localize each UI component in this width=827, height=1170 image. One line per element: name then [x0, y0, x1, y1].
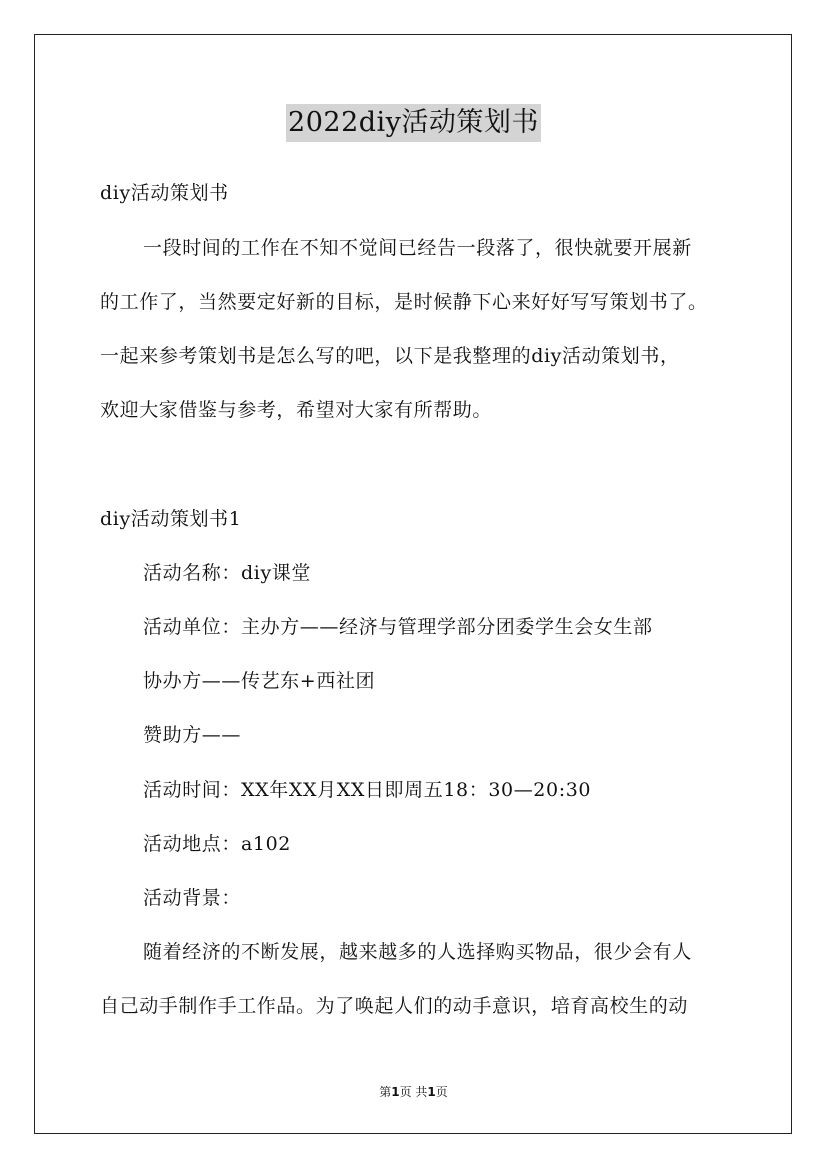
document-title: 2022diy活动策划书 [286, 104, 541, 142]
subtitle: diy活动策划书 [100, 182, 229, 204]
item-co-organizer: 协办方——传艺东+西社团 [143, 670, 376, 692]
footer-page-prefix: 第 [379, 1085, 392, 1099]
intro-line-4: 欢迎大家借鉴与参考，希望对大家有所帮助。 [100, 399, 493, 421]
footer-page-mid: 页 共 [399, 1085, 428, 1099]
background-line-1: 随着经济的不断发展，越来越多的人选择购买物品，很少会有人 [143, 941, 692, 963]
footer-page-total: 1 [427, 1085, 436, 1099]
item-activity-name: 活动名称：diy课堂 [143, 562, 311, 584]
background-line-2: 自己动手制作手工作品。为了唤起人们的动手意识，培育高校生的动 [100, 995, 689, 1017]
section-title: diy活动策划书1 [100, 508, 242, 530]
item-activity-location: 活动地点：a102 [143, 833, 291, 855]
footer-page-suffix: 页 [435, 1085, 448, 1099]
intro-line-2: 的工作了，当然要定好新的目标，是时候静下心来好好写写策划书了。 [100, 291, 708, 313]
item-activity-background: 活动背景： [143, 887, 242, 909]
title-wrap [0, 104, 827, 142]
item-activity-unit: 活动单位：主办方——经济与管理学部分团委学生会女生部 [143, 616, 653, 638]
intro-line-1: 一段时间的工作在不知不觉间已经告一段落了，很快就要开展新 [143, 237, 692, 259]
page-footer [0, 1083, 827, 1100]
footer-page-number: 1 [391, 1085, 400, 1099]
item-sponsor: 赞助方—— [143, 724, 242, 746]
intro-line-3: 一起来参考策划书是怎么写的吧，以下是我整理的diy活动策划书， [100, 345, 680, 367]
item-activity-time: 活动时间：XX年XX月XX日即周五18：30—20:30 [143, 779, 592, 801]
